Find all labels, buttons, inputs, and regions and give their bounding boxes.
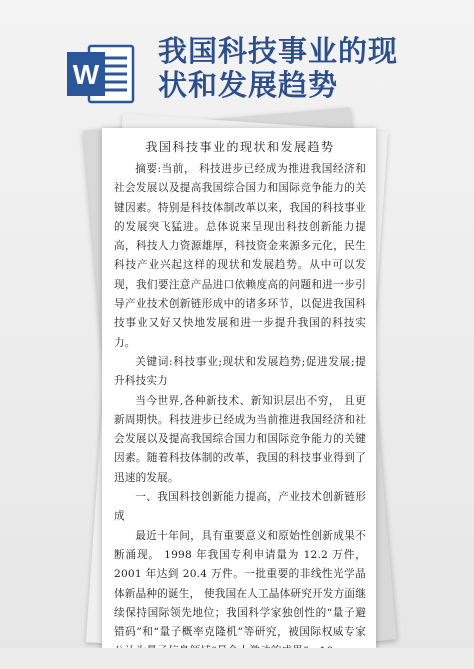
document-title: 我国科技事业的现状和发展趋势 [145,140,335,154]
document-page [102,128,376,658]
banner [0,0,474,120]
intro-paragraph: 当今世界,各种新技术、新知识层出不穷， 且更新周期快。科技进步已经成为当前推进我国经济和社会发展以及提高我国综合国力和国际竞争能力的关键因素。随着科技体制的改革，我国的科技事业得到了迅速的发展。 [114,394,366,484]
page-title [158,34,458,102]
title-line-1: 我国科技事业的现 [158,34,399,68]
keywords-paragraph: 关键词:科技事业;现状和发展趋势;促进发展;提升科技实力 [114,355,366,388]
section-1-heading: 一、我国科技创新能力提高，产业技术创新链形成 [114,491,366,523]
document-body [114,138,366,658]
abstract-paragraph: 摘要:当前， 科技进步已经成为推进我国经济和社会发展以及提高我国综合国力和国际竞争能力的关键因素。特别是科技体制改革以来，我国的科技事业的发展突飞猛进。总体说来呈现出科技创新能力提高，科技人力资源雄厚，科技资金来源多元化，民生科技产业兴起这样的现状和发展趋势。从中可以发现，我们要注意产品进口依赖度高的问题和进一步引导产业技术创新链形成中的诸多环节，以促进我国科技事业又好又快地发展和进一步提升我国的科技实力。 [114,163,366,349]
bottom-margin [0,648,474,669]
section-1-paragraph: 最近十年间，具有重要意义和原始性创新成果不断涌现。 1998 年我国专利申请量为 12.2 万件，2001 年达到 20.4 万件。一批重要的非线性光学晶体新晶种的诞生， 使我国在人工晶体研究开发方面继续保持国际领先地位；我国科学家独创性的“量子避错码”和“量子概率克隆机”等研究，被国际权威专家 [114,529,366,639]
word-logo-letter: W [72,59,100,90]
title-line-2: 状和发展趋势 [158,68,339,102]
word-doc-icon [67,42,135,106]
